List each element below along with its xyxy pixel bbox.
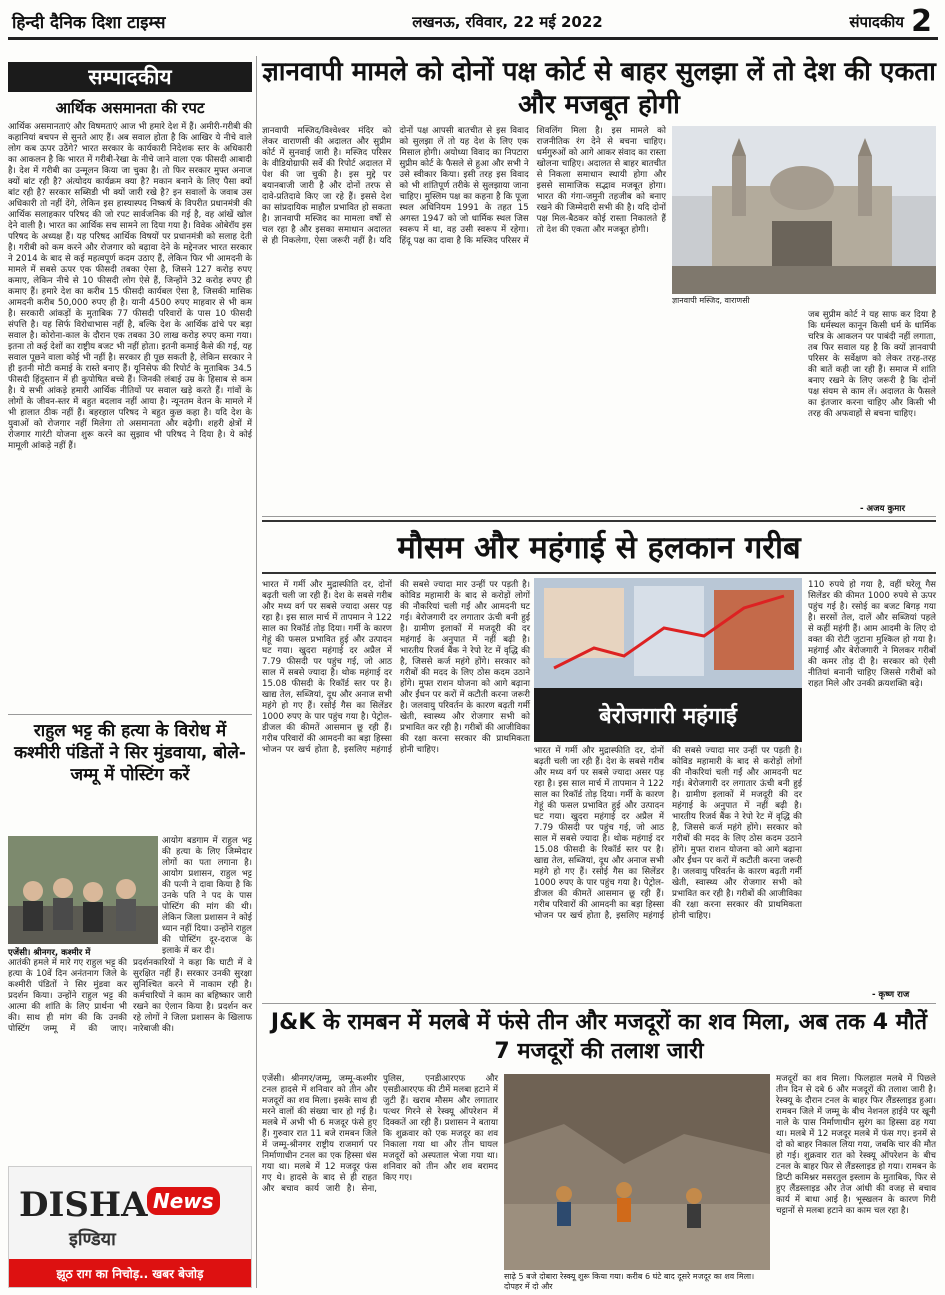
protest-photo — [8, 836, 158, 944]
main-headline: ज्ञानवापी मामले को दोनों पक्ष कोर्ट से बाहर सुलझा लें तो देश की एकता और मजबूत होगी — [262, 57, 936, 120]
section-divider — [262, 1003, 936, 1004]
page-number: 2 — [911, 4, 932, 39]
column-divider — [256, 56, 257, 1288]
inflation-photo — [534, 578, 802, 742]
masthead — [8, 6, 938, 40]
rahul-side-text: आयोग बडगाम में राहुल भट्ट की हत्या के लिए जिम्मेदार लोगों का पता लगाना है। आयोग प्रशासन, राहुल भट्ट की पत्नी ने दावा किया है कि उनके पति ने पद के पास पोस्टिंग की मांग की थी। लेकिन जिला प्रशासन ने कोई ध्यान नहीं दिया। उन्होंने राहुल की पोस्टिंग दूर-दराज के इलाके में कर दी। — [162, 836, 252, 956]
inflation-byline: - कृष्ण राज — [872, 990, 910, 1000]
disha-news-logo — [8, 1166, 252, 1288]
mosque-photo-caption: ज्ञानवापी मस्जिद, वाराणसी — [672, 296, 750, 305]
inflation-image-banner: बेरोजगारी महंगाई — [599, 704, 737, 729]
editorial-body: आर्थिक असमानताएं और विषमताएं आज भी हमारे देश में हैं। अमीरी-गरीबी की कहानियां बचपन से सुनते आए हैं। अब सवाल होता है कि आखिर ये नीचे वाले लोग कब ऊपर उठेंगे? भारत सरकार के कार्यकारी निदेशक स्तर के अधिकारी का आकलन है कि भारत में गरीबी-रेखा के नीचे जाने वाला एक फीसदी आबादी है। देश में गरीबी का उन्मूलन किया जा चुका है। तो फिर सरकार मुफ्त अनाज क्यों बांट रही है? अंत्योदय कार्यक्रम क्या है? मकान बनाने के लिए पैसा क्यों बांट रही है? सरकार सब्सिडी भी क्यों जारी रखे है? इन सवालों के जवाब उस अधिकारी तो नहीं देंगे, लेकिन इस हास्यास्पद निष्कर्ष के विपरीत प्रधानमंत्री की आर्थिक सलाहकार परिषद की जो रपट सार्वजनिक की गई है, वह आंखें खोल देने वाली है। भारत का आर्थिक सच सामने ला दिया गया है। विवेक ओबेरॉय इस परिषद के अध्यक्ष हैं। यह परिषद आर्थिक विषयों पर प्रधानमंत्री को सलाह देती है। गरीबी को कम करने और रोजगार को बढ़ावा देने के मद्देनजर भारत सरकार ने 2014 के बाद से कई महत्वपूर्ण कदम उठाए हैं, लेकिन फिर भी आमदनी के मामले में सबसे ऊपर एक फीसदी तबका ऐसा है, जिसने 127 करोड़ रुपए कमाए, लेकिन नीचे से 10 फीसदी लोग ऐसे हैं, जिन्होंने 32 करोड़ रुपए ही कमाए हैं। हमारे देश का करीब 15 फीसदी कार्यबल ऐसा है, जिसकी मासिक आमदनी करीब 50,000 रुपए ही है। यानी 4500 रुपए माहवार से भी कम है। सरकारी आंकड़ों के मुताबिक 77 फीसदी परिवारों के पास 10 फीसदी संपत्ति है। यह सिर्फ विरोधाभास नहीं है, बल्कि देश के आर्थिक ढांचे पर बड़ा सवाल है। कोरोना-काल के दौरान एक तबका 30 लाख करोड़ रुपए कमा गया। इतना तो कई देशों का राष्ट्रीय बजट भी नहीं होता। इतनी कमाई कैसे की गई, यह सवाल पूछने वाला कोई भी नहीं है। सरकार ही पूछ सकती है, लेकिन सरकार ने ही इतनी मोटी कमाई के रास्ते बनाए हैं। यूनिसेफ की रिपोर्ट के मुताबिक 34.5 फीसदी हिंदुस्तान में ही कुपोषित बच्चे हैं। जिनकी लंबाई उम्र के हिसाब से कम है। ये सभी आंकड़े हमारी आर्थिक नीतियों पर सवाल खड़े करते हैं। गांवों के लोगों के जीवन-स्तर में बहुत बदलाव नहीं आया है। न्यूनतम वेतन के मामले में भी हालात ठीक नहीं हैं। बहरहाल परिषद ने बहुत कुछ कहा है। यदि देश के युवाओं को रोजगार नहीं मिलेगा तो असमानता और बढ़ेगी। शहरी क्षेत्रों में रोजगार गारंटी योजना शुरू करने का सुझाव भी परिषद ने दिया है। ये कोई मामूली आंकड़े नहीं हैं। — [8, 122, 252, 451]
inflation-body: भारत में गर्मी और मुद्रास्फीति दर, दोनों बढ़ती चली जा रही हैं। देश के सबसे गरीब और मध्य वर्ग पर सबसे ज्यादा असर पड़ रहा है। इस साल मार्च में तापमान ने 122 साल का रिकॉर्ड तोड़ दिया। गर्मी के कारण गेहूं की फसल प्रभावित हुई और उत्पादन घट गया। खुदरा महंगाई दर अप्रैल में 7.79 फीसदी पर पहुंच गई, जो आठ साल में सबसे ज्यादा है। थोक महंगाई दर 15.08 फीसदी के रिकॉर्ड स्तर पर है। खाद्य तेल, सब्जियां, दूध और अनाज सभी महंगे हो गए हैं। रसोई गैस का सिलेंडर 1000 रुपए के पार पहुंच गया है। पेट्रोल-डीजल की कीमतें आसमान छू रही हैं। गरीब परिवारों की आमदनी का बड़ा हिस्सा भोजन पर खर्च होता है, इसलिए महंगाई की सबसे ज्यादा मार उन्हीं पर पड़ती है। कोविड महामारी के बाद से करोड़ों लोगों की नौकरियां चली गईं और आमदनी घट गई। बेरोजगारी दर लगातार ऊंची बनी हुई है। ग्रामीण इलाकों में मजदूरी की दर महंगाई के अनुपात में नहीं बढ़ी है। भारतीय रिजर्व बैंक ने रेपो रेट में वृद्धि की है, जिससे कर्ज महंगे होंगे। सरकार को गरीबों की मदद के लिए ठोस कदम उठाने होंगे। मुफ्त राशन योजना को आगे बढ़ाना और ईंधन पर करों में कटौती करना जरूरी है। जलवायु परिवर्तन के कारण बढ़ती गर्मी खेती, स्वास्थ्य और रोजगार सभी को प्रभावित कर रही है। गरीबों की आजीविका की रक्षा करना सरकार की प्राथमिकता होनी चाहिए। — [262, 580, 530, 755]
paper-name: हिन्दी दैनिक दिशा टाइम्स — [12, 13, 166, 33]
issue-date: लखनऊ, रविवार, 22 मई 2022 — [412, 12, 603, 31]
logo-tagline: झूठ राग का निचोड़.. खबर बेजोड़ — [9, 1259, 251, 1287]
inflation-body-continued: भारत में गर्मी और मुद्रास्फीति दर, दोनों बढ़ती चली जा रही हैं। देश के सबसे गरीब और मध्य वर्ग पर सबसे ज्यादा असर पड़ रहा है। इस साल मार्च में तापमान ने 122 साल का रिकॉर्ड तोड़ दिया। गर्मी के कारण गेहूं की फसल प्रभावित हुई और उत्पादन घट गया। खुदरा महंगाई दर अप्रैल में 7.79 फीसदी पर पहुंच गई, जो आठ साल में सबसे ज्यादा है। थोक महंगाई दर 15.08 फीसदी के रिकॉर्ड स्तर पर है। खाद्य तेल, सब्जियां, दूध और अनाज सभी महंगे हो गए हैं। रसोई गैस का सिलेंडर 1000 रुपए के पार पहुंच गया है। पेट्रोल-डीजल की कीमतें आसमान छू रही हैं। गरीब परिवारों की आमदनी का बड़ा हिस्सा भोजन पर खर्च होता है, इसलिए महंगाई की सबसे ज्यादा मार उन्हीं पर पड़ती है। कोविड महामारी के बाद से करोड़ों लोगों की नौकरियां चली गईं और आमदनी घट गई। बेरोजगारी दर लगातार ऊंची बनी हुई है। ग्रामीण इलाकों में मजदूरी की दर महंगाई के अनुपात में नहीं बढ़ी है। भारतीय रिजर्व बैंक ने रेपो रेट में वृद्धि की है, जिससे कर्ज महंगे होंगे। सरकार को गरीबों की मदद के लिए ठोस कदम उठाने होंगे। मुफ्त राशन योजना को आगे बढ़ाना और ईंधन पर करों में कटौती करना जरूरी है। जलवायु परिवर्तन के कारण बढ़ती गर्मी खेती, स्वास्थ्य और रोजगार सभी को प्रभावित कर रही है। गरीबों की आजीविका की रक्षा करना सरकार की प्राथमिकता होनी चाहिए। — [534, 746, 802, 921]
mosque-photo — [672, 126, 936, 294]
editorial-title: आर्थिक असमानता की रपट — [55, 99, 205, 117]
section-divider — [262, 516, 936, 517]
rahul-body: आतंकी हमले में मारे गए राहुल भट्ट की हत्या के 10वें दिन अनंतनाग जिले के कश्मीरी पंडितों ने सिर मुंडवा कर प्रदर्शन किया। उन्होंने राहुल भट्ट की आत्मा की शांति के लिए प्रार्थना भी की। साथ ही मांग की कि उनकी पोस्टिंग जम्मू में की जाए। प्रदर्शनकारियों ने कहा कि घाटी में वे सुरक्षित नहीं हैं। सरकार उनकी सुरक्षा सुनिश्चित करने में नाकाम रही है। कर्मचारियों ने काम का बहिष्कार जारी रखने का ऐलान किया है। प्रदर्शन कर रहे लोगों ने जिला प्रशासन के खिलाफ नारेबाजी की। — [8, 958, 252, 1034]
tunnel-photo-caption: साढ़े 5 बजे दोबारा रेस्क्यू शुरू किया गया। करीब 6 घंटे बाद दूसरे मजदूर का शव मिला। दोपहर में दो और — [504, 1272, 755, 1291]
main-story-tail: जब सुप्रीम कोर्ट ने यह साफ कर दिया है कि धर्मस्थल कानून किसी धर्म के धार्मिक चरित्र के आकलन पर पाबंदी नहीं लगाता, तब फिर सवाल यह है कि क्यों ज्ञानवापी परिसर के सर्वेक्षण को लेकर तरह-तरह की बातें कही जा रही हैं। समाज में शांति बनाए रखने के लिए जरूरी है कि दोनों पक्ष संयम से काम लें। अदालत के फैसले का इंतजार करना चाहिए और किसी भी तरह की अफवाहों से बचना चाहिए। — [808, 310, 936, 419]
logo-sub: इण्डिया — [69, 1229, 116, 1250]
section-name: संपादकीय — [849, 12, 904, 31]
inflation-headline: मौसम और महंगाई से हलकान गरीब — [262, 520, 936, 574]
section-divider — [8, 714, 252, 715]
main-story-body: ज्ञानवापी मस्जिद/विश्वेश्वर मंदिर को लेकर वाराणसी की अदालत और सुप्रीम कोर्ट में सुनवाई जारी है। मस्जिद परिसर के वीडियोग्राफी सर्वे की रिपोर्ट अदालत में पेश की जा चुकी है। इस मुद्दे पर बयानबाजी जारी है और दोनों तरफ से दावे-प्रतिदावे किए जा रहे हैं। इससे देश का सांप्रदायिक माहौल प्रभावित हो सकता है। ज्ञानवापी मस्जिद का मामला वर्षों से चल रहा है और इसका समाधान अदालत से ही निकलेगा, ऐसा जरूरी नहीं है। यदि दोनों पक्ष आपसी बातचीत से इस विवाद को सुलझा लें तो यह देश के लिए एक मिसाल होगी। अयोध्या विवाद का निपटारा सुप्रीम कोर्ट के फैसले से हुआ और सभी ने उसे स्वीकार किया। इसी तरह इस विवाद को भी शांतिपूर्ण तरीके से सुलझाया जाना चाहिए। मुस्लिम पक्ष का कहना है कि पूजा स्थल अधिनियम 1991 के तहत 15 अगस्त 1947 को जो धार्मिक स्थल जिस स्वरूप में था, वह उसी स्वरूप में रहेगा। हिंदू पक्ष का दावा है कि मस्जिद परिसर में शिवलिंग मिला है। इस मामले को राजनीतिक रंग देने से बचना चाहिए। धर्मगुरुओं को आगे आकर संवाद का रास्ता खोलना चाहिए। अदालत से बाहर बातचीत से निकला समाधान स्थायी होगा और इससे सामाजिक सद्भाव मजबूत होगा। भारत की गंगा-जमुनी तहजीब को बनाए रखने की जिम्मेदारी सभी की है। यदि दोनों पक्ष मिल-बैठकर कोई रास्ता निकालते हैं तो देश की एकता और मजबूत होगी। — [262, 126, 666, 246]
rahul-credit: एजेंसी। श्रीनगर, कश्मीर में — [8, 948, 91, 958]
jk-headline: J&K के रामबन में मलबे में फंसे तीन और मजदूरों का शव मिला, अब तक 4 मौतें 7 मजदूरों की तलाश जारी — [270, 1010, 928, 1064]
jk-body: एजेंसी। श्रीनगर/जम्मू, जम्मू-कश्मीर टनल हादसे में शनिवार को तीन और मजदूरों का शव मिला। इसके साथ ही मरने वालों की संख्या चार हो गई है। मलबे में अभी भी 6 मजदूर फंसे हुए हैं। गुरुवार रात 11 बजे रामबन जिले में जम्मू-श्रीनगर राष्ट्रीय राजमार्ग पर निर्माणाधीन टनल का एक हिस्सा धंस गया था। मलबे में 12 मजदूर फंस गए थे। हादसे के बाद से ही राहत और बचाव कार्य जारी है। सेना, पुलिस, एनडीआरएफ और एसडीआरएफ की टीमें मलबा हटाने में जुटी हैं। खराब मौसम और लगातार पत्थर गिरने से रेस्क्यू ऑपरेशन में दिक्कतें आ रही हैं। प्रशासन ने बताया कि शुक्रवार को एक मजदूर का शव निकाला गया था और तीन घायल मजदूरों को अस्पताल भेजा गया था। शनिवार को तीन और शव बरामद किए गए। — [262, 1074, 498, 1194]
rahul-headline: राहुल भट्ट की हत्या के विरोध में कश्मीरी पंडितों ने सिर मुंडवाया, बोले- जम्मू में पोस्टिंग करें — [14, 721, 246, 785]
tunnel-photo — [504, 1074, 770, 1270]
logo-news: News — [147, 1187, 220, 1215]
jk-side-text: मजदूरों का शव मिला। फिलहाल मलबे में पिछले तीन दिन से दबे 6 और मजदूरों की तलाश जारी है। रेस्क्यू के दौरान टनल के बाहर फिर लैंडस्लाइड हुआ। रामबन जिले में जम्मू के बीच नेशनल हाईवे पर खूनी नाले के पास निर्माणाधीन सुरंग का हिस्सा ढह गया था। मलबे में 12 मजदूर मलबे में फंस गए। इनमें से दो को बाहर निकाल लिया गया, जबकि चार की मौत हो गई। शुक्रवार रात को रेस्क्यू ऑपरेशन के बीच टनल के बाहर फिर से लैंडस्लाइड हो गया। रामबन के डिप्टी कमिश्नर मसरतुल इस्लाम के मुताबिक, फिर से हुए लैंडस्लाइड और तेज आंधी की वजह से बचाव कार्य में बाधा आई है। भूस्खलन के कारण गिरी चट्टानों से मलबा हटाने का काम चल रहा है। — [776, 1074, 936, 1216]
main-story-byline: - अजय कुमार — [860, 504, 905, 514]
editorial-banner: सम्पादकीय — [8, 62, 252, 92]
logo-name: DISHA — [19, 1185, 148, 1225]
inflation-tail: 110 रुपये हो गया है, वहीं घरेलू गैस सिलेंडर की कीमत 1000 रुपये से ऊपर पहुंच गई है। रसोई का बजट बिगड़ गया है। सरसों तेल, दालें और सब्जियां पहले से कहीं महंगी हैं। आम आदमी के लिए दो वक्त की रोटी जुटाना मुश्किल हो गया है। महंगाई और बेरोजगारी ने मिलकर गरीबों की कमर तोड़ दी है। सरकार को ऐसी नीतियां बनानी चाहिए जिससे गरीबों को राहत मिले और उनकी क्रयशक्ति बढ़े। — [808, 580, 936, 689]
